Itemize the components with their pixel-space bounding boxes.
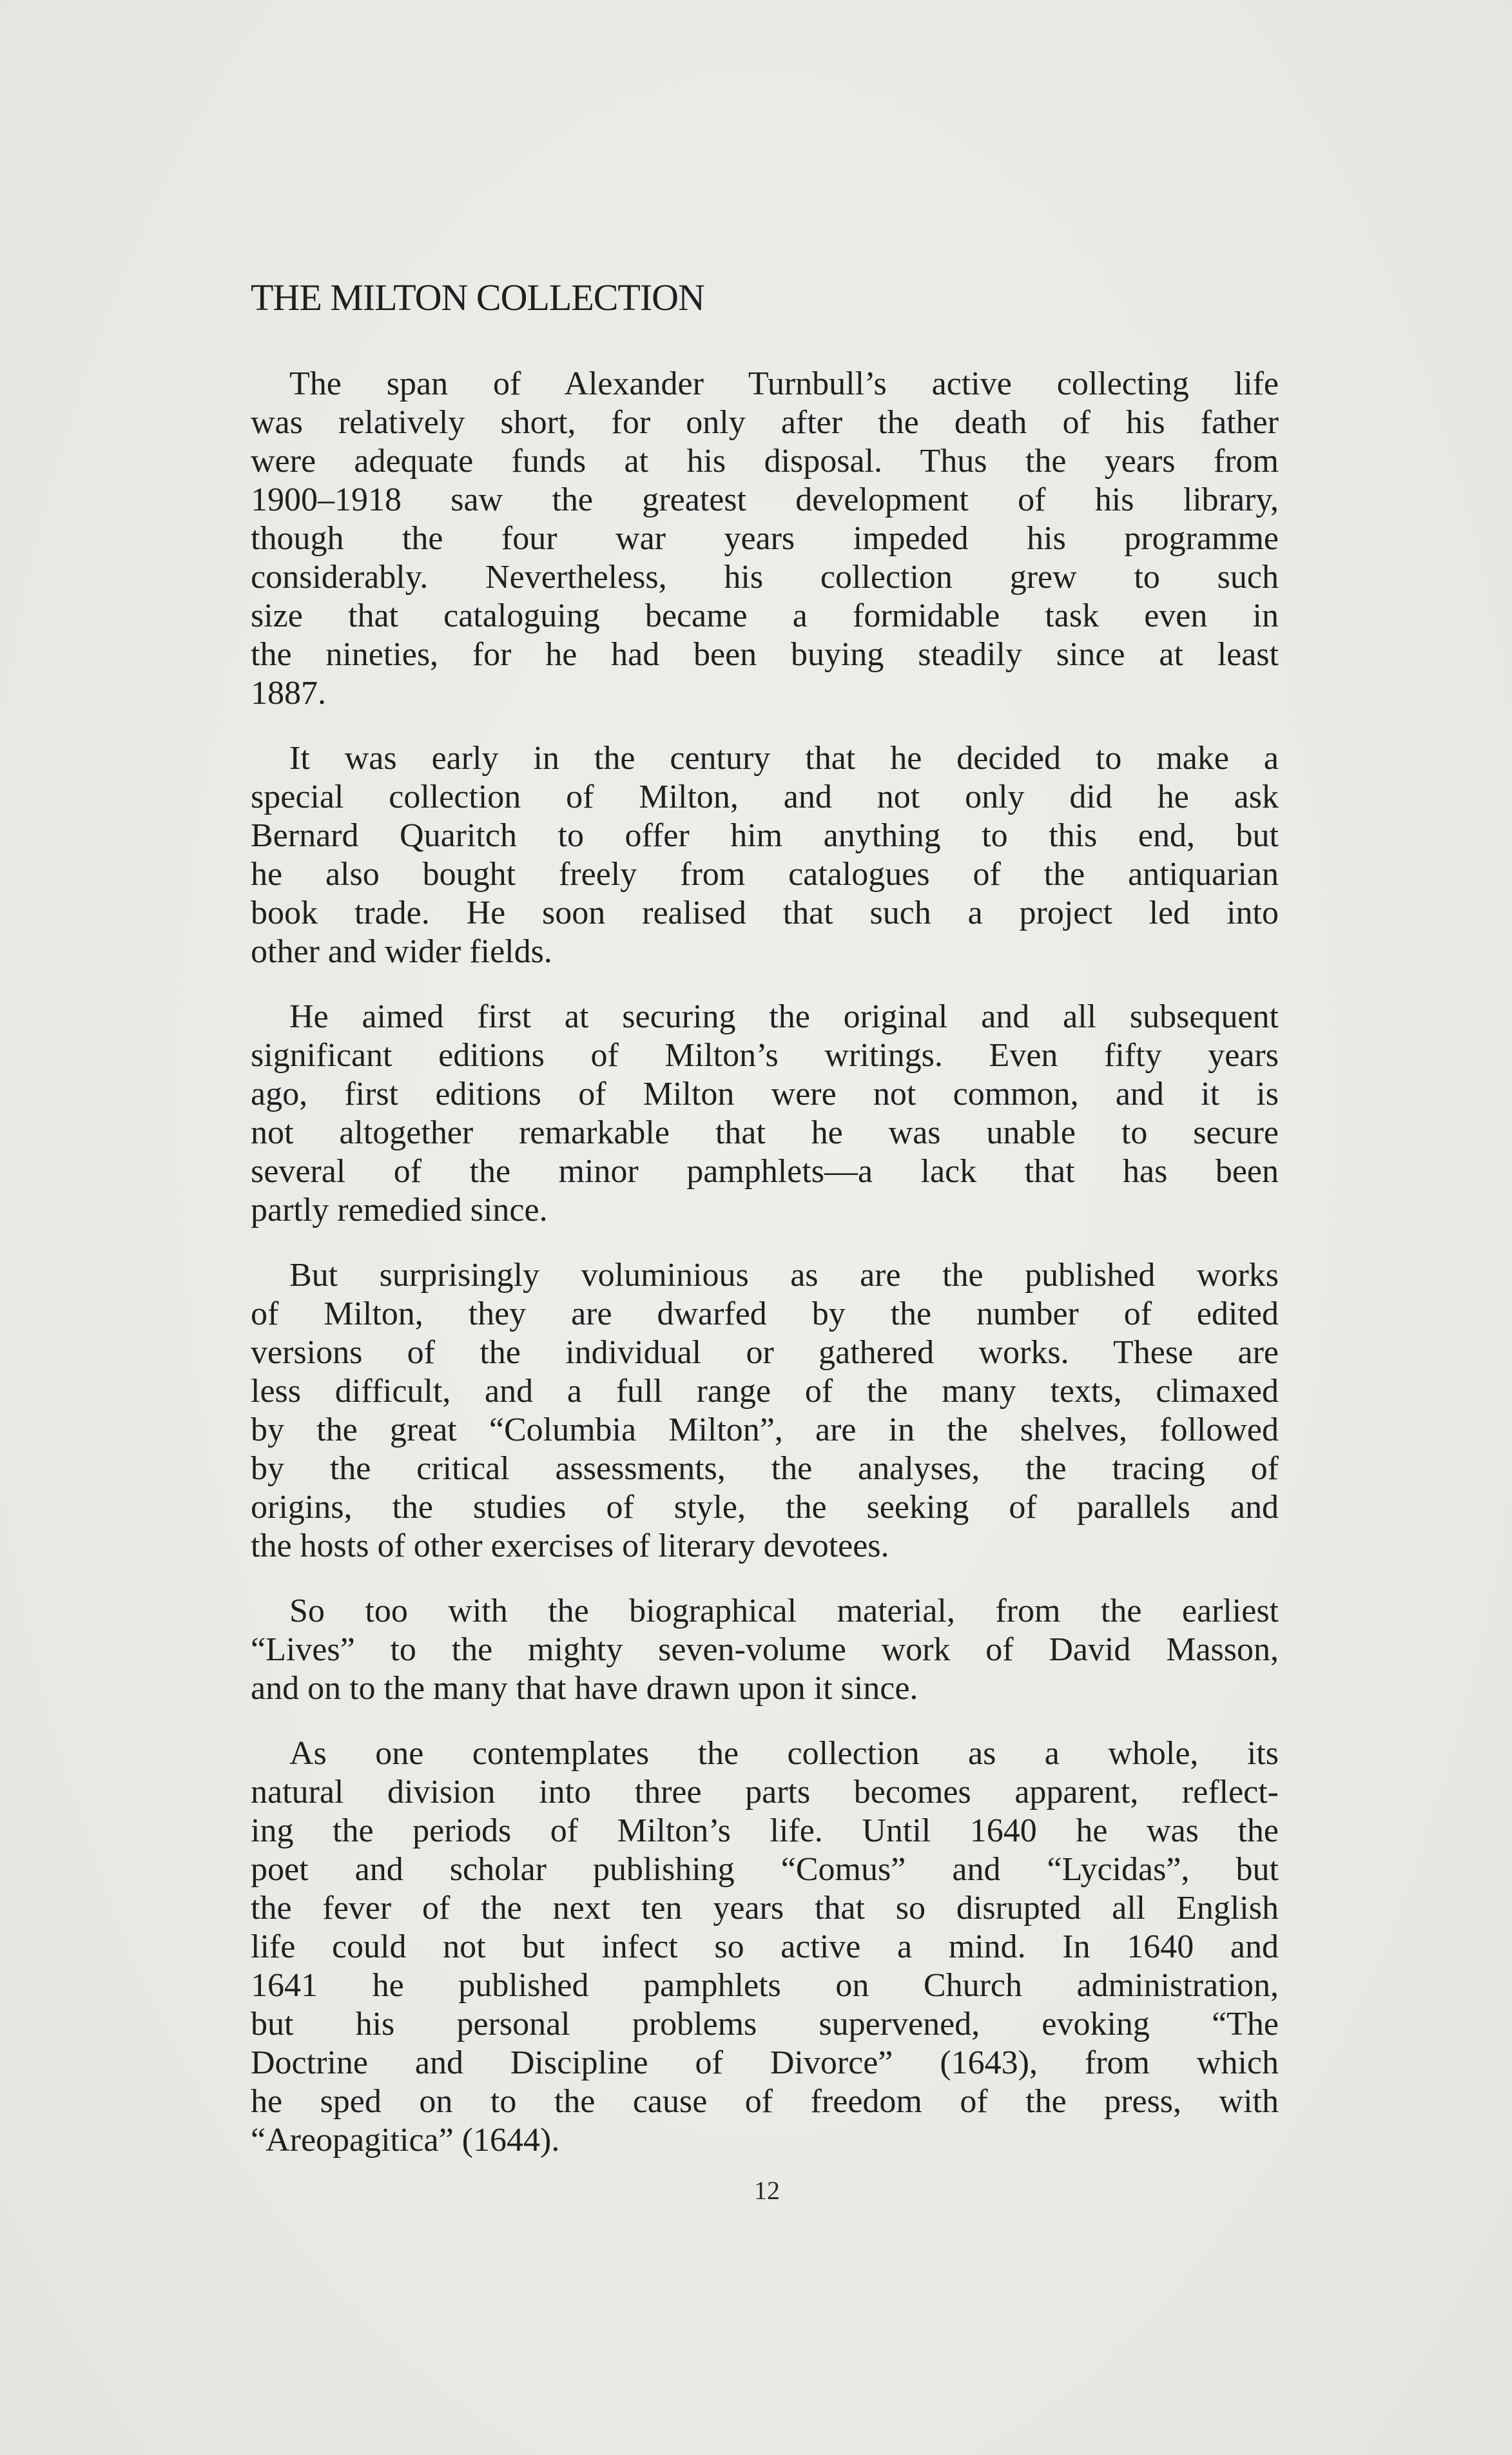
text-line: and on to the many that have drawn upon it since. — [251, 1670, 918, 1707]
text-line: As one contemplates the collection as a whole, its — [289, 1735, 1279, 1772]
text-line: Doctrine and Discipline of Divorce” (1643), from which — [251, 2044, 1279, 2081]
text-line: special collection of Milton, and not only did he ask — [251, 779, 1279, 815]
body-text — [251, 365, 1279, 2160]
text-line: So too with the biographical material, from the earliest — [289, 1593, 1279, 1629]
text-line: the nineties, for he had been buying steadily since at least — [251, 636, 1279, 673]
text-line: other and wider fields. — [251, 933, 552, 970]
page-number: 12 — [754, 2176, 780, 2205]
text-block — [251, 278, 1279, 2186]
text-line: Bernard Quaritch to offer him anything to this end, but — [251, 817, 1279, 854]
text-line: versions of the individual or gathered works. These are — [251, 1334, 1279, 1371]
text-line: book trade. He soon realised that such a project led into — [251, 895, 1279, 931]
text-line: But surprisingly voluminious as are the published works — [289, 1257, 1279, 1294]
text-line: origins, the studies of style, the seeking of parallels and — [251, 1489, 1279, 1526]
text-line: The span of Alexander Turnbull’s active collecting life — [289, 365, 1279, 402]
text-line: he sped on to the cause of freedom of the press, with — [251, 2083, 1279, 2120]
text-line: several of the minor pamphlets—a lack that has been — [251, 1153, 1279, 1190]
text-line: he also bought freely from catalogues of the antiquarian — [251, 856, 1279, 893]
text-line: ago, first editions of Milton were not common, and it is — [251, 1076, 1279, 1112]
text-line: natural division into three parts becomes apparent, reflect- — [251, 1774, 1279, 1810]
text-line: ing the periods of Milton’s life. Until 1640 he was the — [251, 1812, 1279, 1849]
text-line: He aimed first at securing the original and all subsequent — [289, 998, 1279, 1035]
paragraph — [251, 1734, 1279, 2160]
text-line: considerably. Nevertheless, his collection grew to such — [251, 559, 1279, 596]
paragraph — [251, 1592, 1279, 1708]
text-line: not altogether remarkable that he was unable to secure — [251, 1114, 1279, 1151]
page-title: THE MILTON COLLECTION — [251, 277, 704, 318]
text-line: significant editions of Milton’s writings. Even fifty years — [251, 1037, 1279, 1074]
paragraph — [251, 365, 1279, 713]
text-line: of Milton, they are dwarfed by the number of edited — [251, 1295, 1279, 1332]
text-line: though the four war years impeded his programme — [251, 520, 1279, 557]
text-line: by the great “Columbia Milton”, are in the shelves, followed — [251, 1412, 1279, 1448]
text-line: life could not but infect so active a mind. In 1640 and — [251, 1928, 1279, 1965]
text-line: 1641 he published pamphlets on Church administration, — [251, 1967, 1279, 2004]
text-line: was relatively short, for only after the death of his father — [251, 404, 1279, 441]
paragraph — [251, 1256, 1279, 1566]
text-line: partly remedied since. — [251, 1192, 548, 1228]
text-line: “Lives” to the mighty seven-volume work of David Masson, — [251, 1631, 1279, 1668]
paragraph — [251, 998, 1279, 1230]
text-line: the fever of the next ten years that so disrupted all English — [251, 1890, 1279, 1926]
paragraph — [251, 739, 1279, 971]
text-line: It was early in the century that he decided to make a — [289, 740, 1279, 777]
text-line: size that cataloguing became a formidable task even in — [251, 597, 1279, 634]
text-line: the hosts of other exercises of literary devotees. — [251, 1528, 889, 1564]
text-line: by the critical assessments, the analyses, the tracing of — [251, 1450, 1279, 1487]
text-line: less difficult, and a full range of the many texts, climaxed — [251, 1373, 1279, 1410]
text-line: 1900–1918 saw the greatest development of his library, — [251, 481, 1279, 518]
text-line: were adequate funds at his disposal. Thus the years from — [251, 443, 1279, 480]
text-line: “Areopagitica” (1644). — [251, 2122, 560, 2159]
text-line: but his personal problems supervened, evoking “The — [251, 2006, 1279, 2043]
text-line: 1887. — [251, 675, 326, 712]
text-line: poet and scholar publishing “Comus” and “Lycidas”, but — [251, 1851, 1279, 1888]
